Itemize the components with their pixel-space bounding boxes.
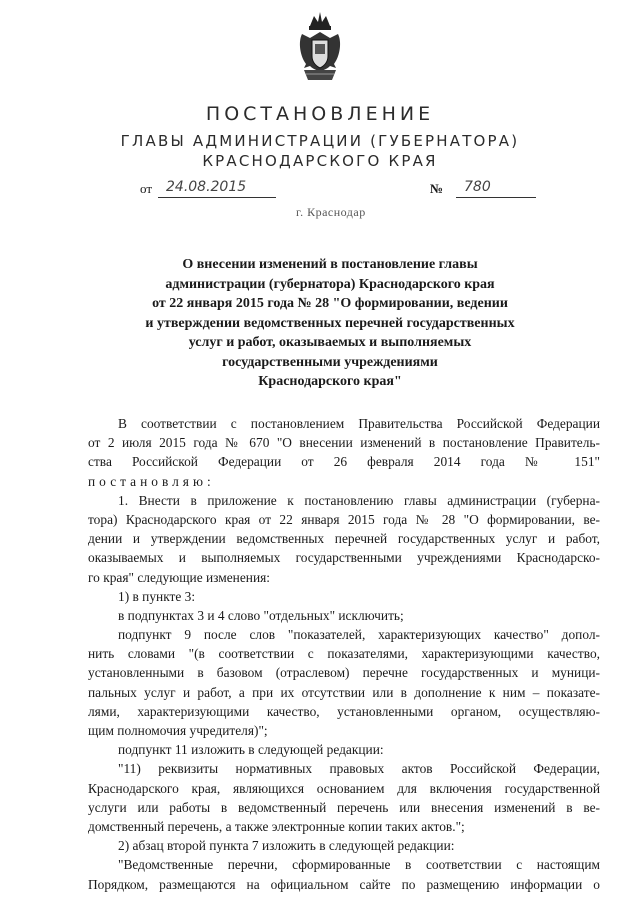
body-line: подпункт 9 после слов "показателей, характеризующих качество" допол- — [118, 627, 600, 643]
title-line: от 22 января 2015 года № 28 "О формировании, ведении — [152, 296, 508, 311]
body-line: подпункт 11 изложить в следующей редакции: — [118, 742, 384, 758]
title-line: и утверждении ведомственных перечней государственных — [145, 315, 515, 331]
body-line: Порядком, размещаются на официальном сайте по размещению информации о — [88, 876, 600, 892]
body-line: оказываемых и выполняемых государственными учреждениями Краснодарско- — [88, 550, 600, 566]
city-label: г. Краснодар — [296, 205, 366, 219]
region-heading: КРАСНОДАРСКОГО КРАЯ — [202, 152, 438, 170]
title-line: услуг и работ, оказываемых и выполняемых — [188, 335, 472, 350]
body-line: пальных услуг и работ, а при их отсутствии или в дополнение к ним – показате- — [88, 684, 600, 700]
document-body — [88, 414, 600, 894]
body-line: го края" следующие изменения: — [88, 569, 270, 585]
title-line: Краснодарского края" — [258, 374, 402, 389]
body-line: дении и утверждении ведомственных перечней государственных услуг и работ, — [88, 531, 600, 547]
number-value: 780 — [456, 177, 536, 198]
title-line: О внесении изменений в постановление главы — [182, 257, 478, 272]
date-label: от — [140, 181, 153, 196]
body-line: услуги или работы в ведомственный перечень или внесения изменений в ве- — [88, 799, 600, 815]
body-line: В соответствии с постановлением Правительства Российской Федерации — [118, 416, 600, 431]
body-line: от 2 июля 2015 года № 670 "О внесении изменений в постановление Правитель- — [88, 435, 600, 451]
body-line: постановляю: — [88, 473, 215, 489]
body-line: 1. Внести в приложение к постановлению главы администрации (губерна- — [118, 492, 600, 508]
document-title — [120, 255, 540, 392]
title-line: государственными учреждениями — [222, 354, 438, 370]
body-line: 1) в пункте 3: — [118, 588, 196, 604]
coat-of-arms-emblem — [296, 8, 344, 84]
date-value: 24.08.2015 — [158, 177, 276, 198]
body-line: Краснодарского края, являющихся основанием для включения государственной — [88, 780, 600, 796]
number-label: № — [430, 181, 444, 196]
body-line: щим полномочия учредителя)"; — [88, 723, 268, 738]
body-line: в подпунктах 3 и 4 слово "отдельных" исключить; — [118, 607, 404, 623]
document-type-heading: ПОСТАНОВЛЕНИЕ — [205, 103, 435, 125]
body-line: домственный перечень, а также электронные копии таких актов."; — [88, 818, 465, 834]
issuing-authority-heading: ГЛАВЫ АДМИНИСТРАЦИИ (ГУБЕРНАТОРА) — [120, 132, 520, 150]
body-line: установленными в базовом (отраслевом) перечне государственных и муници- — [88, 665, 600, 681]
body-line: "Ведомственные перечни, сформированные в соответствии с настоящим — [118, 857, 600, 873]
body-line: 2) абзац второй пункта 7 изложить в следующей редакции: — [118, 838, 455, 854]
title-line: администрации (губернатора) Краснодарского края — [165, 276, 495, 292]
body-line: лями, характеризующими качество, установленными органом, осуществляю- — [88, 703, 600, 719]
body-line: тора) Краснодарского края от 22 января 2015 года № 28 "О формировании, ве- — [88, 511, 600, 527]
body-line: нить словами "(в соответствии с показателями, характеризующими качество, — [88, 646, 600, 662]
body-line: "11) реквизиты нормативных правовых актов Российской Федерации, — [118, 761, 600, 777]
body-line: ства Российской Федерации от 26 февраля 2014 года № 151" — [88, 454, 600, 470]
